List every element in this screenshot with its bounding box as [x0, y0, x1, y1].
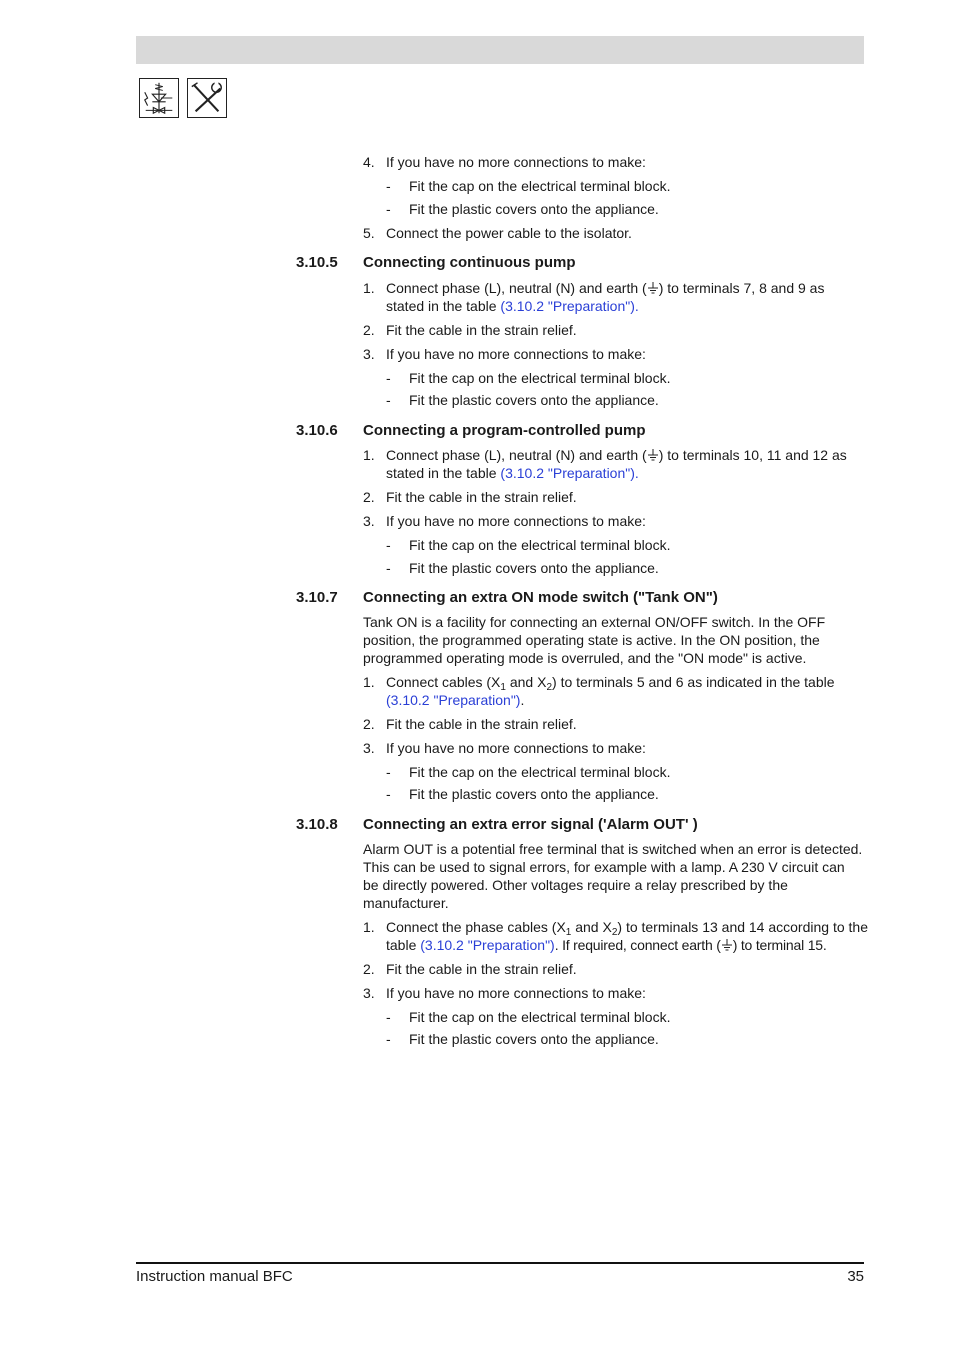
list-item: 3. If you have no more connections to make: [363, 740, 646, 756]
paragraph: Alarm OUT is a potential free terminal that is switched when an error is detected. This can be used to signal errors, for example with a lamp. A 230 V circuit can be directly powered. Other voltages require a relay prescribed by the manufacturer. [363, 841, 863, 911]
sub-list-item: - Fit the cap on the electrical terminal block. [386, 178, 671, 194]
section-heading: 3.10.6 Connecting a program-controlled pump [296, 422, 646, 439]
sub-list-item: - Fit the cap on the electrical terminal block. [386, 1009, 671, 1025]
footer-title: Instruction manual BFC [136, 1268, 293, 1285]
section-heading: 3.10.8 Connecting an extra error signal ('Alarm OUT' ) [296, 816, 698, 833]
list-item: 1. Connect phase (L), neutral (N) and earth ( ) to terminals 10, 11 and 12 as stated in the table (3.10.2 "Preparation"). [363, 447, 847, 481]
valve-diagram-icon [139, 78, 179, 118]
sub-list-item: - Fit the plastic covers onto the appliance. [386, 1031, 659, 1047]
footer-divider [136, 1262, 864, 1264]
list-item: 3. If you have no more connections to make: [363, 346, 646, 362]
list-item: 3. If you have no more connections to make: [363, 513, 646, 529]
list-item: 2. Fit the cable in the strain relief. [363, 716, 577, 732]
list-item: 2. Fit the cable in the strain relief. [363, 322, 577, 338]
sub-list-item: - Fit the plastic covers onto the appliance. [386, 201, 659, 217]
paragraph: Tank ON is a facility for connecting an external ON/OFF switch. In the OFF position, the programmed operating state is active. In the ON position, the programmed operating mode is overruled, and the "ON mode" is active. [363, 614, 826, 666]
tools-icon [187, 78, 227, 118]
list-item: 5. Connect the power cable to the isolator. [363, 225, 632, 241]
page-number: 35 [847, 1268, 864, 1285]
list-item: 3. If you have no more connections to make: [363, 985, 646, 1001]
preparation-link[interactable]: (3.10.2 "Preparation") [420, 937, 555, 953]
preparation-link[interactable]: (3.10.2 "Preparation") [386, 692, 521, 708]
page-content [296, 153, 868, 1048]
header-bar [136, 36, 864, 64]
list-item: 1. Connect the phase cables ($X_1$ and $X_2$) to terminals 13 and 14 according to the table (3.10.2 "Preparation"). If required, connect earth ( ) to terminal 15. [363, 919, 868, 953]
sub-list-item: - Fit the plastic covers onto the appliance. [386, 392, 659, 408]
list-item: 2. Fit the cable in the strain relief. [363, 489, 577, 505]
preparation-link[interactable]: (3.10.2 "Preparation"). [500, 298, 639, 314]
list-item: 1. Connect phase (L), neutral (N) and earth ( ) to terminals 7, 8 and 9 as stated in the table (3.10.2 "Preparation"). [363, 280, 825, 314]
list-item: 1. Connect cables ($X_1$ and $X_2$) to terminals 5 and 6 as indicated in the table (3.10.2 "Preparation"). [363, 674, 835, 708]
list-item: 2. Fit the cable in the strain relief. [363, 961, 577, 977]
sub-list-item: - Fit the plastic covers onto the appliance. [386, 560, 659, 576]
earth-icon [647, 448, 659, 462]
preparation-link[interactable]: (3.10.2 "Preparation"). [500, 465, 639, 481]
section-heading: 3.10.5 Connecting continuous pump [296, 254, 576, 271]
sub-list-item: - Fit the cap on the electrical terminal block. [386, 764, 671, 780]
sub-list-item: - Fit the plastic covers onto the appliance. [386, 786, 659, 802]
sub-list-item: - Fit the cap on the electrical terminal block. [386, 537, 671, 553]
list-item: 4. If you have no more connections to make: [363, 154, 646, 170]
sub-list-item: - Fit the cap on the electrical terminal block. [386, 370, 671, 386]
earth-icon [647, 281, 659, 295]
section-heading: 3.10.7 Connecting an extra ON mode switch ("Tank ON") [296, 589, 718, 606]
earth-icon [721, 938, 733, 952]
